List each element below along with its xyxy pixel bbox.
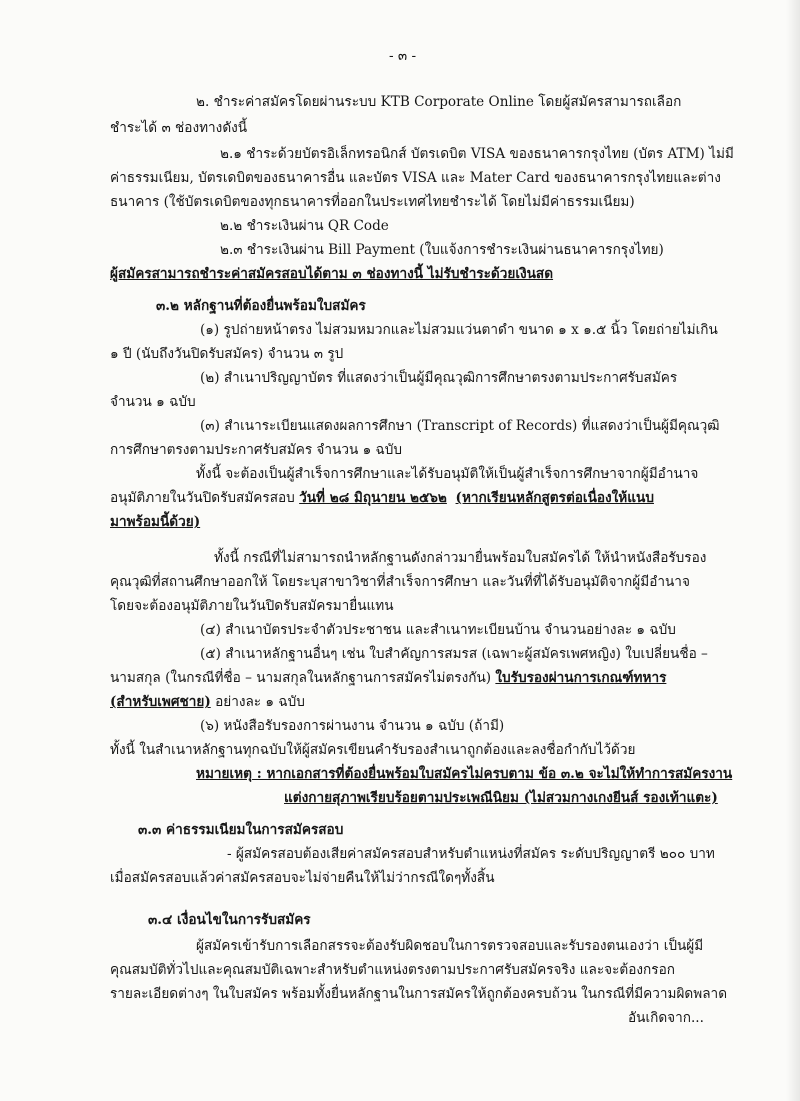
s32-copy-note: ทั้งนี้ ในสำเนาหลักฐานทุกฉบับให้ผู้สมัครเขียนคำรับรองสำเนาถูกต้องและลงชื่อกำกับไว้ด้วย xyxy=(110,742,636,758)
s32-i4: (๔) สำเนาบัตรประจำตัวประชาชน และสำเนาทะเบียนบ้าน จำนวนอย่างละ ๑ ฉบับ xyxy=(200,622,676,638)
s32-alt-line2: คุณวุฒิที่สถานศึกษาออกให้ โดยระบุสาขาวิชาที่สำเร็จการศึกษา และวันที่ที่ได้รับอนุมัติจากผู้มีอำนาจ xyxy=(110,574,690,590)
s32-i5-line3 xyxy=(110,692,305,712)
s2-2: ๒.๒ ชำระเงินผ่าน QR Code xyxy=(220,218,389,234)
s2-1-line3: ธนาคาร (ใช้บัตรเดบิตของทุกธนาคารที่ออกในประเทศไทยชำระได้ โดยไม่มีค่าธรรมเนียม) xyxy=(110,194,635,210)
s34-heading: ๓.๔ เงื่อนไขในการรับสมัคร xyxy=(148,912,311,928)
page-number: - ๓ - xyxy=(389,48,417,64)
s2-1-line2: ค่าธรรมเนียม, บัตรเดบิตของธนาคารอื่น และบัตร VISA และ Mater Card ของธนาคารกรุงไทยและต่าง xyxy=(110,170,721,186)
s34-line3: รายละเอียดต่างๆ ในใบสมัคร พร้อมทั้งยื่นหลักฐานในการสมัครให้ถูกต้องครบถ้วน ในกรณีที่มีความผิดพลาด xyxy=(110,986,728,1002)
for-males: (สำหรับเพศชาย) xyxy=(110,694,211,710)
s32-remark-line2: แต่งกายสุภาพเรียบร้อยตามประเพณีนิยม (ไม่สวมกางเกงยีนส์ รองเท้าแตะ) xyxy=(284,790,718,806)
s33-heading: ๓.๓ ค่าธรรมเนียมในการสมัครสอบ xyxy=(138,822,344,838)
s32-i1-line2: ๑ ปี (นับถึงวันปิดรับสมัคร) จำนวน ๓ รูป xyxy=(110,346,344,362)
i5-count: อย่างละ ๑ ฉบับ xyxy=(210,694,305,710)
payment-note: ผู้สมัครสามารถชำระค่าสมัครสอบได้ตาม ๓ ช่องทางนี้ ไม่รับชำระด้วยเงินสด xyxy=(110,266,554,282)
s2-1-line1: ๒.๑ ชำระด้วยบัตรอิเล็กทรอนิกส์ บัตรเดบิต VISA ของธนาคารกรุงไทย (บัตร ATM) ไม่มี xyxy=(220,146,734,162)
s33-line2: เมื่อสมัครสอบแล้วค่าสมัครสอบจะไม่จ่ายคืนให้ไม่ว่ากรณีใดๆทั้งสิ้น xyxy=(110,870,495,886)
s32-i3-line2: การศึกษาตรงตามประกาศรับสมัคร จำนวน ๑ ฉบับ xyxy=(110,442,403,458)
s32-i6: (๖) หนังสือรับรองการผ่านงาน จำนวน ๑ ฉบับ (ถ้ามี) xyxy=(200,718,505,734)
s2-line2: ชำระได้ ๓ ช่องทางดังนี้ xyxy=(110,120,248,136)
s32-alt-line1: ทั้งนี้ กรณีที่ไม่สามารถนำหลักฐานดังกล่าวมายื่นพร้อมใบสมัครได้ ให้นำหนังสือรับรอง xyxy=(214,550,707,566)
deadline-date: วันที่ ๒๘ มิถุนายน ๒๕๖๒ xyxy=(299,490,447,506)
s32-condition-line3: มาพร้อมนี้ด้วย) xyxy=(110,514,201,530)
s2-3: ๒.๓ ชำระเงินผ่าน Bill Payment (ใบแจ้งการชำระเงินผ่านธนาคารกรุงไทย) xyxy=(220,242,664,258)
remark-text: : หากเอกสารที่ต้องยื่นพร้อมใบสมัครไม่ครบตาม ข้อ ๓.๒ จะไม่ให้ทำการสมัครงาน xyxy=(251,766,733,782)
condition-text: อนุมัติภายในวันปิดรับสมัครสอบ xyxy=(110,490,300,506)
s32-i5-line2 xyxy=(110,668,666,688)
s32-condition-line2 xyxy=(110,488,654,508)
s32-i2-line2: จำนวน ๑ ฉบับ xyxy=(110,394,196,410)
s34-line2: คุณสมบัติทั่วไปและคุณสมบัติเฉพาะสำหรับตำแหน่งตรงตามประกาศรับสมัครจริง และจะต้องกรอก xyxy=(110,962,675,978)
s32-alt-line3: โดยจะต้องอนุมัติภายในวันปิดรับสมัครมายื่นแทน xyxy=(110,598,394,614)
s32-remark-line1 xyxy=(196,764,732,784)
s32-i5-line1: (๕) สำเนาหลักฐานอื่นๆ เช่น ใบสำคัญการสมรส (เฉพาะผู้สมัครเพศหญิง) ใบเปลี่ยนชื่อ – xyxy=(200,646,708,662)
military-certificate: ใบรับรองผ่านการเกณฑ์ทหาร xyxy=(495,670,667,686)
remark-label: หมายเหตุ xyxy=(196,766,252,782)
s32-i2-line1: (๒) สำเนาปริญญาบัตร ที่แสดงว่าเป็นผู้มีคุณวุฒิการศึกษาตรงตามประกาศรับสมัคร xyxy=(200,370,678,386)
s32-i1-line1: (๑) รูปถ่ายหน้าตรง ไม่สวมหมวกและไม่สวมแว่นตาดำ ขนาด ๑ x ๑.๕ นิ้ว โดยถ่ายไม่เกิน xyxy=(200,322,718,338)
continue-marker: อันเกิดจาก... xyxy=(628,1010,704,1026)
s33-line1: - ผู้สมัครสอบต้องเสียค่าสมัครสอบสำหรับตำแหน่งที่สมัคร ระดับปริญญาตรี ๒๐๐ บาท xyxy=(227,846,715,862)
continuing-course-note: (หากเรียนหลักสูตรต่อเนื่องให้แนบ xyxy=(455,490,654,506)
s32-heading: ๓.๒ หลักฐานที่ต้องยื่นพร้อมใบสมัคร xyxy=(156,298,366,314)
s32-i3-line1: (๓) สำเนาระเบียนแสดงผลการศึกษา (Transcript of Records) ที่แสดงว่าเป็นผู้มีคุณวุฒิ xyxy=(200,418,720,434)
s2-line1: ๒. ชำระค่าสมัครโดยผ่านระบบ KTB Corporate Online โดยผู้สมัครสามารถเลือก xyxy=(196,94,682,110)
scan-edge-shadow xyxy=(786,0,800,1101)
i5-text: นามสกุล (ในกรณีที่ชื่อ – นามสกุลในหลักฐานการสมัครไม่ตรงกัน) xyxy=(110,670,496,686)
s34-line1: ผู้สมัครเข้ารับการเลือกสรรจะต้องรับผิดชอบในการตรวจสอบและรับรองตนเองว่า เป็นผู้มี xyxy=(196,938,704,954)
s32-condition-line1: ทั้งนี้ จะต้องเป็นผู้สำเร็จการศึกษาและได้รับอนุมัติให้เป็นผู้สำเร็จการศึกษาจากผู้มีอำนาจ xyxy=(196,466,699,482)
